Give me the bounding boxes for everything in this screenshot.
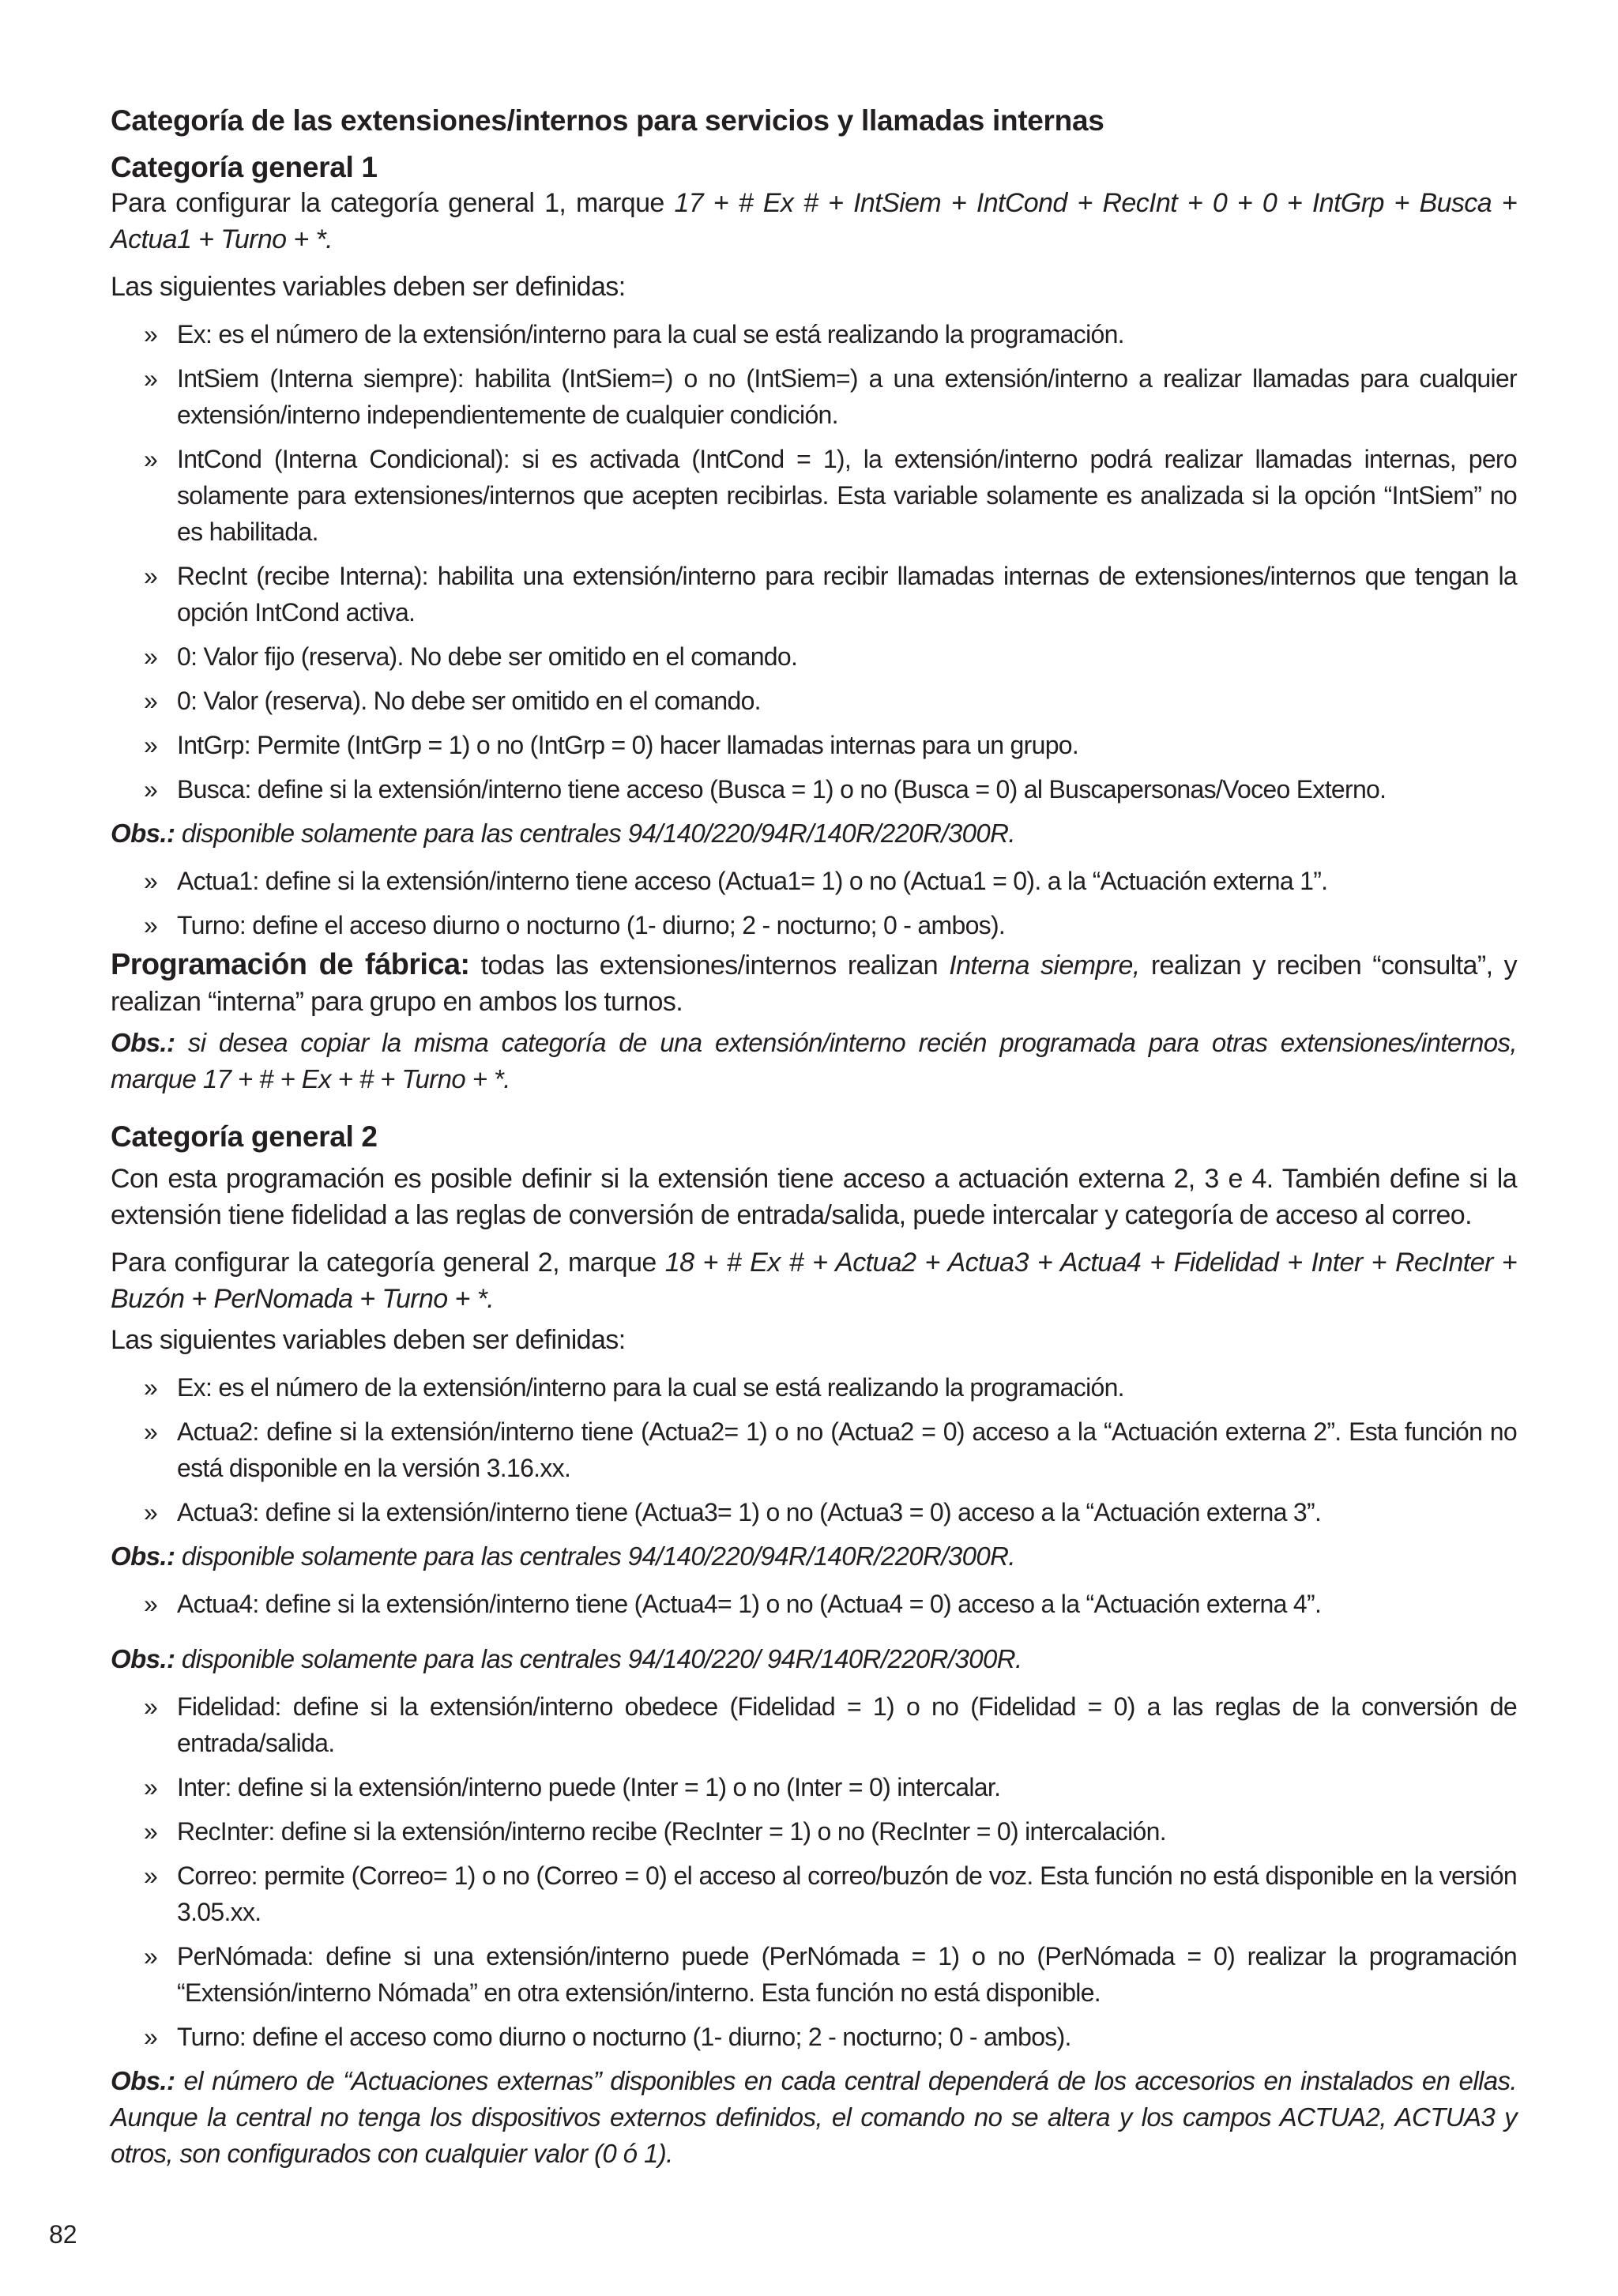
section1-obs-1 bbox=[111, 815, 1517, 852]
page-number: 82 bbox=[49, 2220, 77, 2249]
section1-variable-list-2 bbox=[111, 863, 1517, 943]
list-item-text: Correo: permite (Correo= 1) o no (Correo = 0) el acceso al correo/buzón de voz. Esta función no está disponible en la versión 3.05.xx. bbox=[177, 1861, 1517, 1926]
list-item-text: Ex: es el número de la extensión/interno para la cual se está realizando la programación. bbox=[177, 1373, 1124, 1402]
obs-text: disponible solamente para las centrales 94/140/220/94R/140R/220R/300R. bbox=[175, 819, 1015, 848]
list-item-text: Fidelidad: define si la extensión/interno obedece (Fidelidad = 1) o no (Fidelidad = 0) a las reglas de la conversión de entrada/salida. bbox=[177, 1692, 1517, 1757]
bullet-marker: » bbox=[144, 1861, 158, 1890]
obs-text: disponible solamente para las centrales 94/140/220/94R/140R/220R/300R. bbox=[175, 1541, 1015, 1571]
section2-variable-list-2 bbox=[111, 1586, 1517, 1622]
list-item bbox=[111, 1813, 1517, 1850]
list-item bbox=[111, 2019, 1517, 2055]
factory-italic: Interna siempre, bbox=[949, 950, 1140, 981]
obs-label: Obs.: bbox=[111, 819, 175, 848]
list-item bbox=[111, 638, 1517, 675]
list-item-text: Actua1: define si la extensión/interno tiene acceso (Actua1= 1) o no (Actua1 = 0). a la “Actuación externa 1”. bbox=[177, 867, 1328, 895]
bullet-marker: » bbox=[144, 1590, 158, 1618]
list-item-text: Ex: es el número de la extensión/interno para la cual se está realizando la programación. bbox=[177, 320, 1124, 348]
list-item-text: Actua2: define si la extensión/interno tiene (Actua2= 1) o no (Actua2 = 0) acceso a la “Actuación externa 2”. Esta función no está disponible en la versión 3.16.xx. bbox=[177, 1417, 1517, 1482]
list-item bbox=[111, 558, 1517, 630]
section2-obs-1 bbox=[111, 1538, 1517, 1575]
list-item-text: Actua4: define si la extensión/interno tiene (Actua4= 1) o no (Actua4 = 0) acceso a la “Actuación externa 4”. bbox=[177, 1590, 1322, 1618]
list-item bbox=[111, 1769, 1517, 1805]
section2-obs-3 bbox=[111, 2063, 1517, 2172]
bullet-marker: » bbox=[144, 911, 158, 939]
bullet-marker: » bbox=[144, 1773, 158, 1801]
list-item bbox=[111, 683, 1517, 719]
list-item-text: Busca: define si la extensión/interno tiene acceso (Busca = 1) o no (Busca = 0) al Buscapersonas/Voceo Externo. bbox=[177, 775, 1387, 804]
section1-variable-list bbox=[111, 316, 1517, 807]
list-item-text: IntSiem (Interna siempre): habilita (IntSiem=) o no (IntSiem=) a una extensión/interno a realizar llamadas para cualquier extensión/interno independientemente de cualquier condición. bbox=[177, 364, 1517, 429]
bullet-marker: » bbox=[144, 320, 158, 348]
list-item-text: IntGrp: Permite (IntGrp = 1) o no (IntGrp = 0) hacer llamadas internas para un grupo. bbox=[177, 731, 1079, 759]
factory-text-1: todas las extensiones/internos realizan bbox=[469, 950, 950, 981]
list-item bbox=[111, 1688, 1517, 1761]
list-item-text: 0: Valor fijo (reserva). No debe ser omitido en el comando. bbox=[177, 642, 798, 671]
list-item bbox=[111, 1858, 1517, 1930]
section1-intro-text: Para configurar la categoría general 1, marque bbox=[111, 188, 675, 218]
section2-vars-intro: Las siguientes variables deben ser definidas: bbox=[111, 1325, 626, 1355]
list-item-text: Actua3: define si la extensión/interno tiene (Actua3= 1) o no (Actua3 = 0) acceso a la “Actuación externa 3”. bbox=[177, 1498, 1322, 1526]
list-item bbox=[111, 727, 1517, 763]
list-item bbox=[111, 1586, 1517, 1622]
list-item bbox=[111, 1494, 1517, 1530]
section2-description: Con esta programación es posible definir si la extensión tiene acceso a actuación externa 2, 3 e 4. También define si la extensión tiene fidelidad a las reglas de conversión de entrada/salida, puede intercalar y categoría de acceso al correo. bbox=[111, 1164, 1517, 1230]
document-page bbox=[111, 103, 1517, 2183]
factory-label: Programación de fábrica: bbox=[111, 948, 470, 981]
obs-text: el número de “Actuaciones externas” disponibles en cada central dependerá de los accesorios en instalados en ellas. Aunque la central no tenga los dispositivos externos definidos, el comando no se altera y los campos ACTUA2, ACTUA3 y otros, son configurados con cualquier valor (0 ó 1). bbox=[111, 2066, 1517, 2168]
obs-text: si desea copiar la misma categoría de una extensión/interno recién programada para otras extensiones/internos, marque 17 + # + Ex + # + Turno + *. bbox=[111, 1028, 1517, 1093]
obs-text: disponible solamente para las centrales 94/140/220/ 94R/140R/220R/300R. bbox=[175, 1644, 1022, 1673]
bullet-marker: » bbox=[144, 1417, 158, 1446]
obs-label: Obs.: bbox=[111, 1028, 175, 1057]
bullet-marker: » bbox=[144, 731, 158, 759]
factory-text-2: realizan y reciben “consulta”, y realizan “interna” para grupo en ambos los turnos. bbox=[111, 950, 1517, 1017]
section-heading-general-2: Categoría general 2 bbox=[111, 1120, 378, 1153]
section2-obs-2 bbox=[111, 1641, 1517, 1677]
bullet-marker: » bbox=[144, 2023, 158, 2051]
section1-intro bbox=[111, 185, 1517, 258]
section2-intro-text: Para configurar la categoría general 2, marque bbox=[111, 1248, 665, 1278]
list-item bbox=[111, 1413, 1517, 1486]
bullet-marker: » bbox=[144, 364, 158, 393]
list-item bbox=[111, 863, 1517, 899]
list-item-text: PerNómada: define si una extensión/interno puede (PerNómada = 1) o no (PerNómada = 0) realizar la programación “Extensión/interno Nómada” en otra extensión/interno. Esta función no está disponible. bbox=[177, 1942, 1517, 2007]
list-item-text: RecInter: define si la extensión/interno recibe (RecInter = 1) o no (RecInter = 0) intercalación. bbox=[177, 1817, 1166, 1846]
bullet-marker: » bbox=[144, 1817, 158, 1846]
page-title: Categoría de las extensiones/internos para servicios y llamadas internas bbox=[111, 104, 1104, 137]
list-item-text: Inter: define si la extensión/interno puede (Inter = 1) o no (Inter = 0) intercalar. bbox=[177, 1773, 1001, 1801]
obs-label: Obs.: bbox=[111, 1541, 175, 1571]
section2-intro bbox=[111, 1244, 1517, 1317]
bullet-marker: » bbox=[144, 1373, 158, 1402]
list-item bbox=[111, 1938, 1517, 2011]
list-item-text: IntCond (Interna Condicional): si es activada (IntCond = 1), la extensión/interno podrá realizar llamadas internas, pero solamente para extensiones/internos que acepten recibirlas. Esta variable solamente es analizada si la opción “IntSiem” no es habilitada. bbox=[177, 445, 1517, 546]
section1-vars-intro: Las siguientes variables deben ser definidas: bbox=[111, 272, 626, 302]
bullet-marker: » bbox=[144, 562, 158, 590]
list-item-text: 0: Valor (reserva). No debe ser omitido en el comando. bbox=[177, 687, 761, 715]
obs-label: Obs.: bbox=[111, 1644, 175, 1673]
list-item bbox=[111, 316, 1517, 352]
list-item-text: RecInt (recibe Interna): habilita una extensión/interno para recibir llamadas internas de extensiones/internos que tengan la opción IntCond activa. bbox=[177, 562, 1517, 627]
bullet-marker: » bbox=[144, 1692, 158, 1721]
section2-variable-list-3 bbox=[111, 1688, 1517, 2055]
section-heading-general-1: Categoría general 1 bbox=[111, 151, 378, 183]
section1-command: 17 + # Ex # + IntSiem + IntCond + RecInt + 0 + 0 + IntGrp + Busca + Actua1 + Turno + *. bbox=[111, 188, 1518, 254]
obs-label: Obs.: bbox=[111, 2066, 175, 2095]
factory-programming bbox=[111, 947, 1517, 1020]
bullet-marker: » bbox=[144, 1498, 158, 1526]
bullet-marker: » bbox=[144, 642, 158, 671]
section2-variable-list bbox=[111, 1369, 1517, 1530]
bullet-marker: » bbox=[144, 1942, 158, 1970]
section1-obs-2 bbox=[111, 1025, 1517, 1097]
section2-command: 18 + # Ex # + Actua2 + Actua3 + Actua4 + Fidelidad + Inter + RecInter + Buzón + PerNomada + Turno + *. bbox=[111, 1248, 1517, 1314]
bullet-marker: » bbox=[144, 867, 158, 895]
list-item bbox=[111, 907, 1517, 943]
list-item-text: Turno: define el acceso diurno o nocturno (1- diurno; 2 - nocturno; 0 - ambos). bbox=[177, 911, 1006, 939]
list-item bbox=[111, 1369, 1517, 1406]
list-item-text: Turno: define el acceso como diurno o nocturno (1- diurno; 2 - nocturno; 0 - ambos). bbox=[177, 2023, 1071, 2051]
bullet-marker: » bbox=[144, 445, 158, 473]
bullet-marker: » bbox=[144, 687, 158, 715]
list-item bbox=[111, 360, 1517, 433]
list-item bbox=[111, 771, 1517, 807]
bullet-marker: » bbox=[144, 775, 158, 804]
list-item bbox=[111, 441, 1517, 550]
